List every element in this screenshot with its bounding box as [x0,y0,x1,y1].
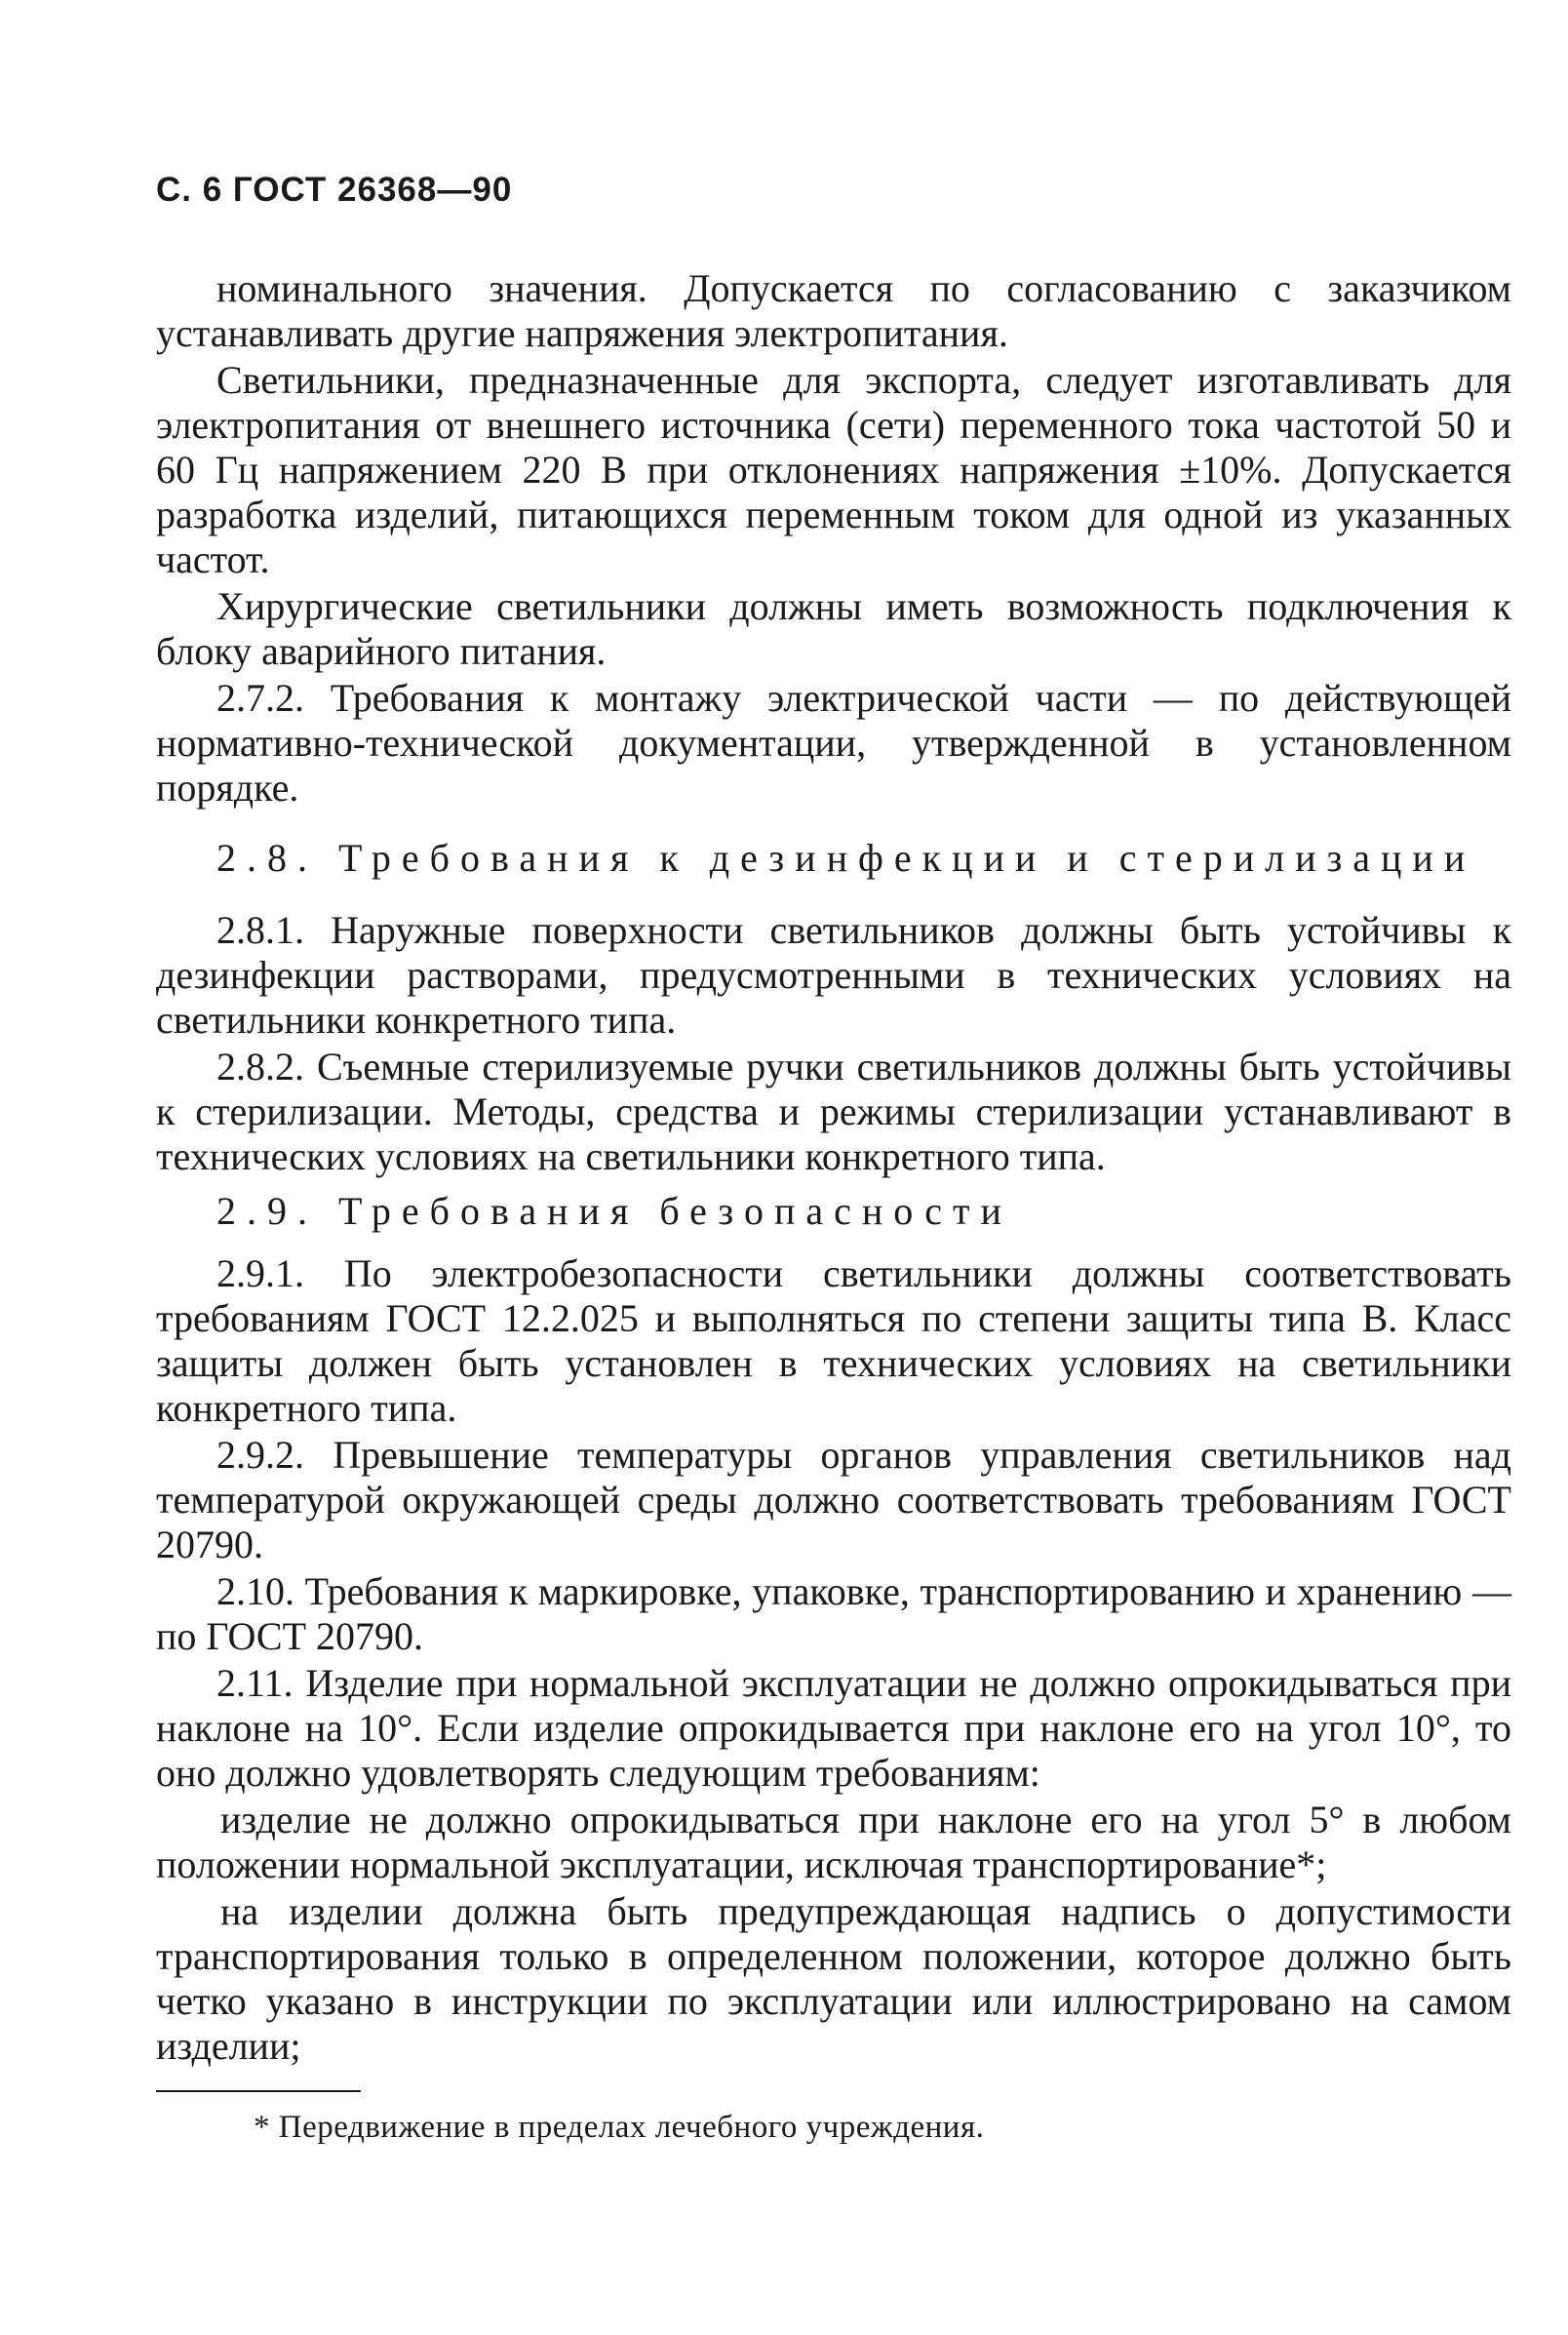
document-page [156,171,1511,2147]
footnote: * Передвижение в пределах лечебного учреждения. [254,2110,985,2145]
paragraph: 2.8.1. Наружные поверхности светильников должны быть устойчивы к дезинфекции растворами, предусмотренными в технических условиях на светильники конкретного типа. [156,908,1511,1042]
paragraph: 2.9.1. По электробезопасности светильники должны соответствовать требованиям ГОСТ 12.2.025 и выполняться по степени защиты типа В. Класс защиты должен быть установлен в технических условиях на светильники конкретного типа. [156,1251,1511,1430]
paragraph: Хирургические светильники должны иметь возможность подключения к блоку аварийного питания. [156,584,1511,673]
paragraph: 2.9.2. Превышение температуры органов управления светильников над температурой окружающей среды должно соответствовать требованиям ГОСТ 20790. [156,1433,1511,1566]
paragraph: 2.8.2. Съемные стерилизуемые ручки светильников должны быть устойчивы к стерилизации. Методы, средства и режимы стерилизации устанавливают в технических условиях на светильники конкретного типа. [156,1045,1511,1178]
paragraph: 2.11. Изделие при нормальной эксплуатации не должно опрокидываться при наклоне на 10°. Если изделие опрокидывается при наклоне его на угол 10°, то оно должно удовлетворять следующим требованиям: [156,1661,1511,1795]
paragraph: 2.7.2. Требования к монтажу электрической части — по действующей нормативно-технической документации, утвержденной в установленном порядке. [156,676,1511,810]
paragraph: Светильники, предназначенные для экспорта, следует изготавливать для электропитания от внешнего источника (сети) переменного тока частотой 50 и 60 Гц напряжением 220 В при отклонениях напряжения ±10%. Допускается разработка изделий, питающихся переменным током для одной из указанных частот. [156,358,1511,581]
footnote-divider [156,2090,361,2092]
list-item: на изделии должна быть предупреждающая надпись о допустимости транспортирования только в определенном положении, которое должно быть четко указано в инструкции по эксплуатации или иллюстрировано на самом изделии; [156,1889,1511,2068]
section-heading-2-9: 2.9. Требования безопасности [216,1189,1012,1233]
paragraph: 2.10. Требования к маркировке, упаковке, транспортированию и хранению — по ГОСТ 20790. [156,1569,1511,1658]
section-heading-2-8: 2.8. Требования к дезинфекции и стерилизации [216,836,1476,880]
list-item: изделие не должно опрокидываться при наклоне его на угол 5° в любом положении нормальной эксплуатации, исключая транспортирование*; [156,1798,1511,1886]
paragraph: номинального значения. Допускается по согласованию с заказчиком устанавливать другие напряжения электропитания. [156,266,1511,355]
page-header: С. 6 ГОСТ 26368—90 [156,171,513,209]
